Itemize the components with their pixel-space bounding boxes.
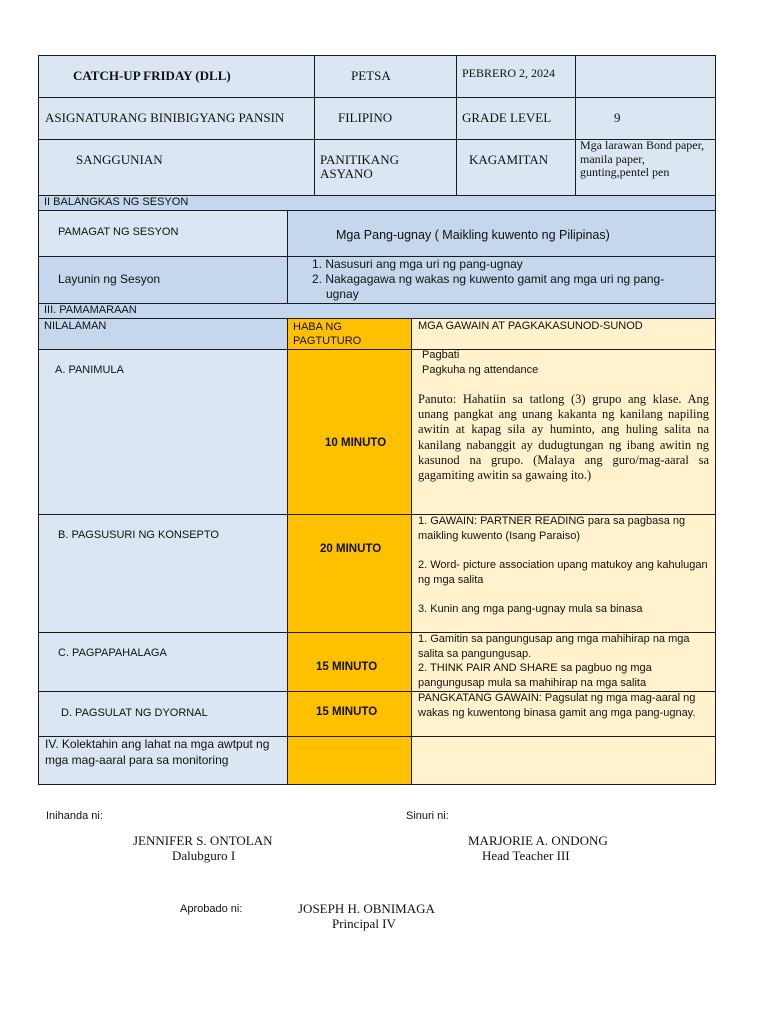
subject-label: ASIGNATURANG BINIBIGYANG PANSIN [45, 110, 285, 125]
prepared-title: Dalubguro I [172, 848, 236, 863]
pamagat-value: Mga Pang-ugnay ( Maikling kuwento ng Pilipinas) [336, 228, 610, 242]
approved-label: Aprobado ni: [180, 903, 243, 915]
row-iv-haba-cell [287, 736, 412, 785]
row-b-gawain-item-2: 2. Word- picture association upang matukoy ang kahulugan ng mga salita [418, 559, 708, 586]
approved-title: Principal IV [332, 916, 396, 931]
col-gawain-header: MGA GAWAIN AT PAGKAKASUNOD-SUNOD [418, 320, 643, 332]
col-nilalaman-header: NILALAMAN [44, 320, 107, 332]
layunin-label: Layunin ng Sesyon [58, 272, 161, 286]
subject-value: FILIPINO [338, 110, 393, 125]
row-b-haba-cell [287, 514, 412, 633]
row-d-gawain: PANGKATANG GAWAIN: Pagsulat ng mga mag-aaral ng wakas ng kuwentong binasa gamit ang mga pang-ugnay. [418, 692, 696, 719]
petsa-value: PEBRERO 2, 2024 [462, 66, 556, 80]
kagamitan-label: KAGAMITAN [469, 152, 549, 167]
layunin-item-2: 2. Nakagagawa ng wakas ng kuwento gamit ang mga uri ng pang-ugnay [312, 272, 665, 301]
grade-value-cell [575, 97, 716, 140]
section3-heading-cell [38, 303, 716, 319]
section3-heading: III. PAMAMARAAN [44, 304, 137, 316]
row-a-gawain-line-2: Pagkuha ng attendance [422, 364, 539, 376]
row-a-nilalaman: A. PANIMULA [55, 364, 124, 376]
approved-name: JOSEPH H. OBNIMAGA [298, 901, 435, 916]
sanggunian-value-line2: ASYANO [320, 166, 373, 181]
checked-label: Sinuri ni: [406, 810, 449, 822]
row-b-nilalaman: B. PAGSUSURI NG KONSEPTO [58, 529, 219, 541]
row-c-gawain-item-1: 1. Gamitin sa pangungusap ang mga mahihirap na mga salita sa pangungusap. [418, 633, 690, 660]
row-iv-text: IV. Kolektahin ang lahat na mga awtput ng mga mag-aaral para sa monitoring [45, 737, 270, 767]
col-haba-header: HABA NG PAGTUTURO [293, 321, 362, 347]
row-iv-gawain-cell [411, 736, 716, 785]
row-a-gawain-line-1: Pagbati [422, 349, 460, 361]
row-a-haba: 10 MINUTO [325, 437, 387, 449]
row-c-haba: 15 MINUTO [316, 661, 378, 673]
checked-name: MARJORIE A. ONDONG [468, 833, 608, 848]
grade-label: GRADE LEVEL [462, 110, 552, 125]
row-b-gawain-item-1: 1. GAWAIN: PARTNER READING para sa pagbasa ng maikling kuwento (Isang Paraiso) [418, 515, 686, 542]
row-b-gawain-item-3: 3. Kunin ang mga pang-ugnay mula sa binasa [418, 603, 643, 615]
row-c-gawain-item-2: 2. THINK PAIR AND SHARE sa pagbuo ng mga pangungusap mula sa mahihirap na mga salita [418, 662, 652, 689]
row-c-nilalaman-cell [38, 632, 288, 692]
row-b-haba: 20 MINUTO [320, 543, 382, 555]
prepared-label: Inihanda ni: [46, 810, 103, 822]
sanggunian-label: SANGGUNIAN [76, 152, 163, 167]
row-d-nilalaman: D. PAGSULAT NG DYORNAL [61, 707, 208, 719]
header-blank-cell [575, 55, 716, 98]
row-a-haba-cell [287, 349, 412, 515]
checked-title: Head Teacher III [482, 848, 570, 863]
kagamitan-value: Mga larawan Bond paper, manila paper, gunting,pentel pen [580, 139, 705, 179]
sanggunian-value-line1: PANITIKANG [320, 152, 399, 167]
prepared-name: JENNIFER S. ONTOLAN [133, 833, 273, 848]
grade-value: 9 [614, 110, 621, 125]
document-title: CATCH-UP FRIDAY (DLL) [73, 68, 231, 83]
petsa-label: PETSA [351, 68, 391, 83]
pamagat-label: PAMAGAT NG SESYON [58, 226, 179, 238]
section2-heading: II BALANGKAS NG SESYON [44, 196, 189, 208]
row-a-panuto: Panuto: Hahatiin sa tatlong (3) grupo ang klase. Ang unang pangkat ang unang kakanta ng kanilang napiling awitin at kapag sila ay huminto, ang huling salita na kanilang nabanggit ay dudugtungan ng ibang awitin ng kasunod na grupo. (Malaya ang guro/mag-aaral sa gagamiting awitin sa gawaing ito.) [418, 392, 709, 483]
layunin-item-1: 1. Nasusuri ang mga uri ng pang-ugnay [312, 257, 523, 271]
row-d-haba: 15 MINUTO [316, 706, 378, 718]
row-c-nilalaman: C. PAGPAPAHALAGA [58, 647, 167, 659]
